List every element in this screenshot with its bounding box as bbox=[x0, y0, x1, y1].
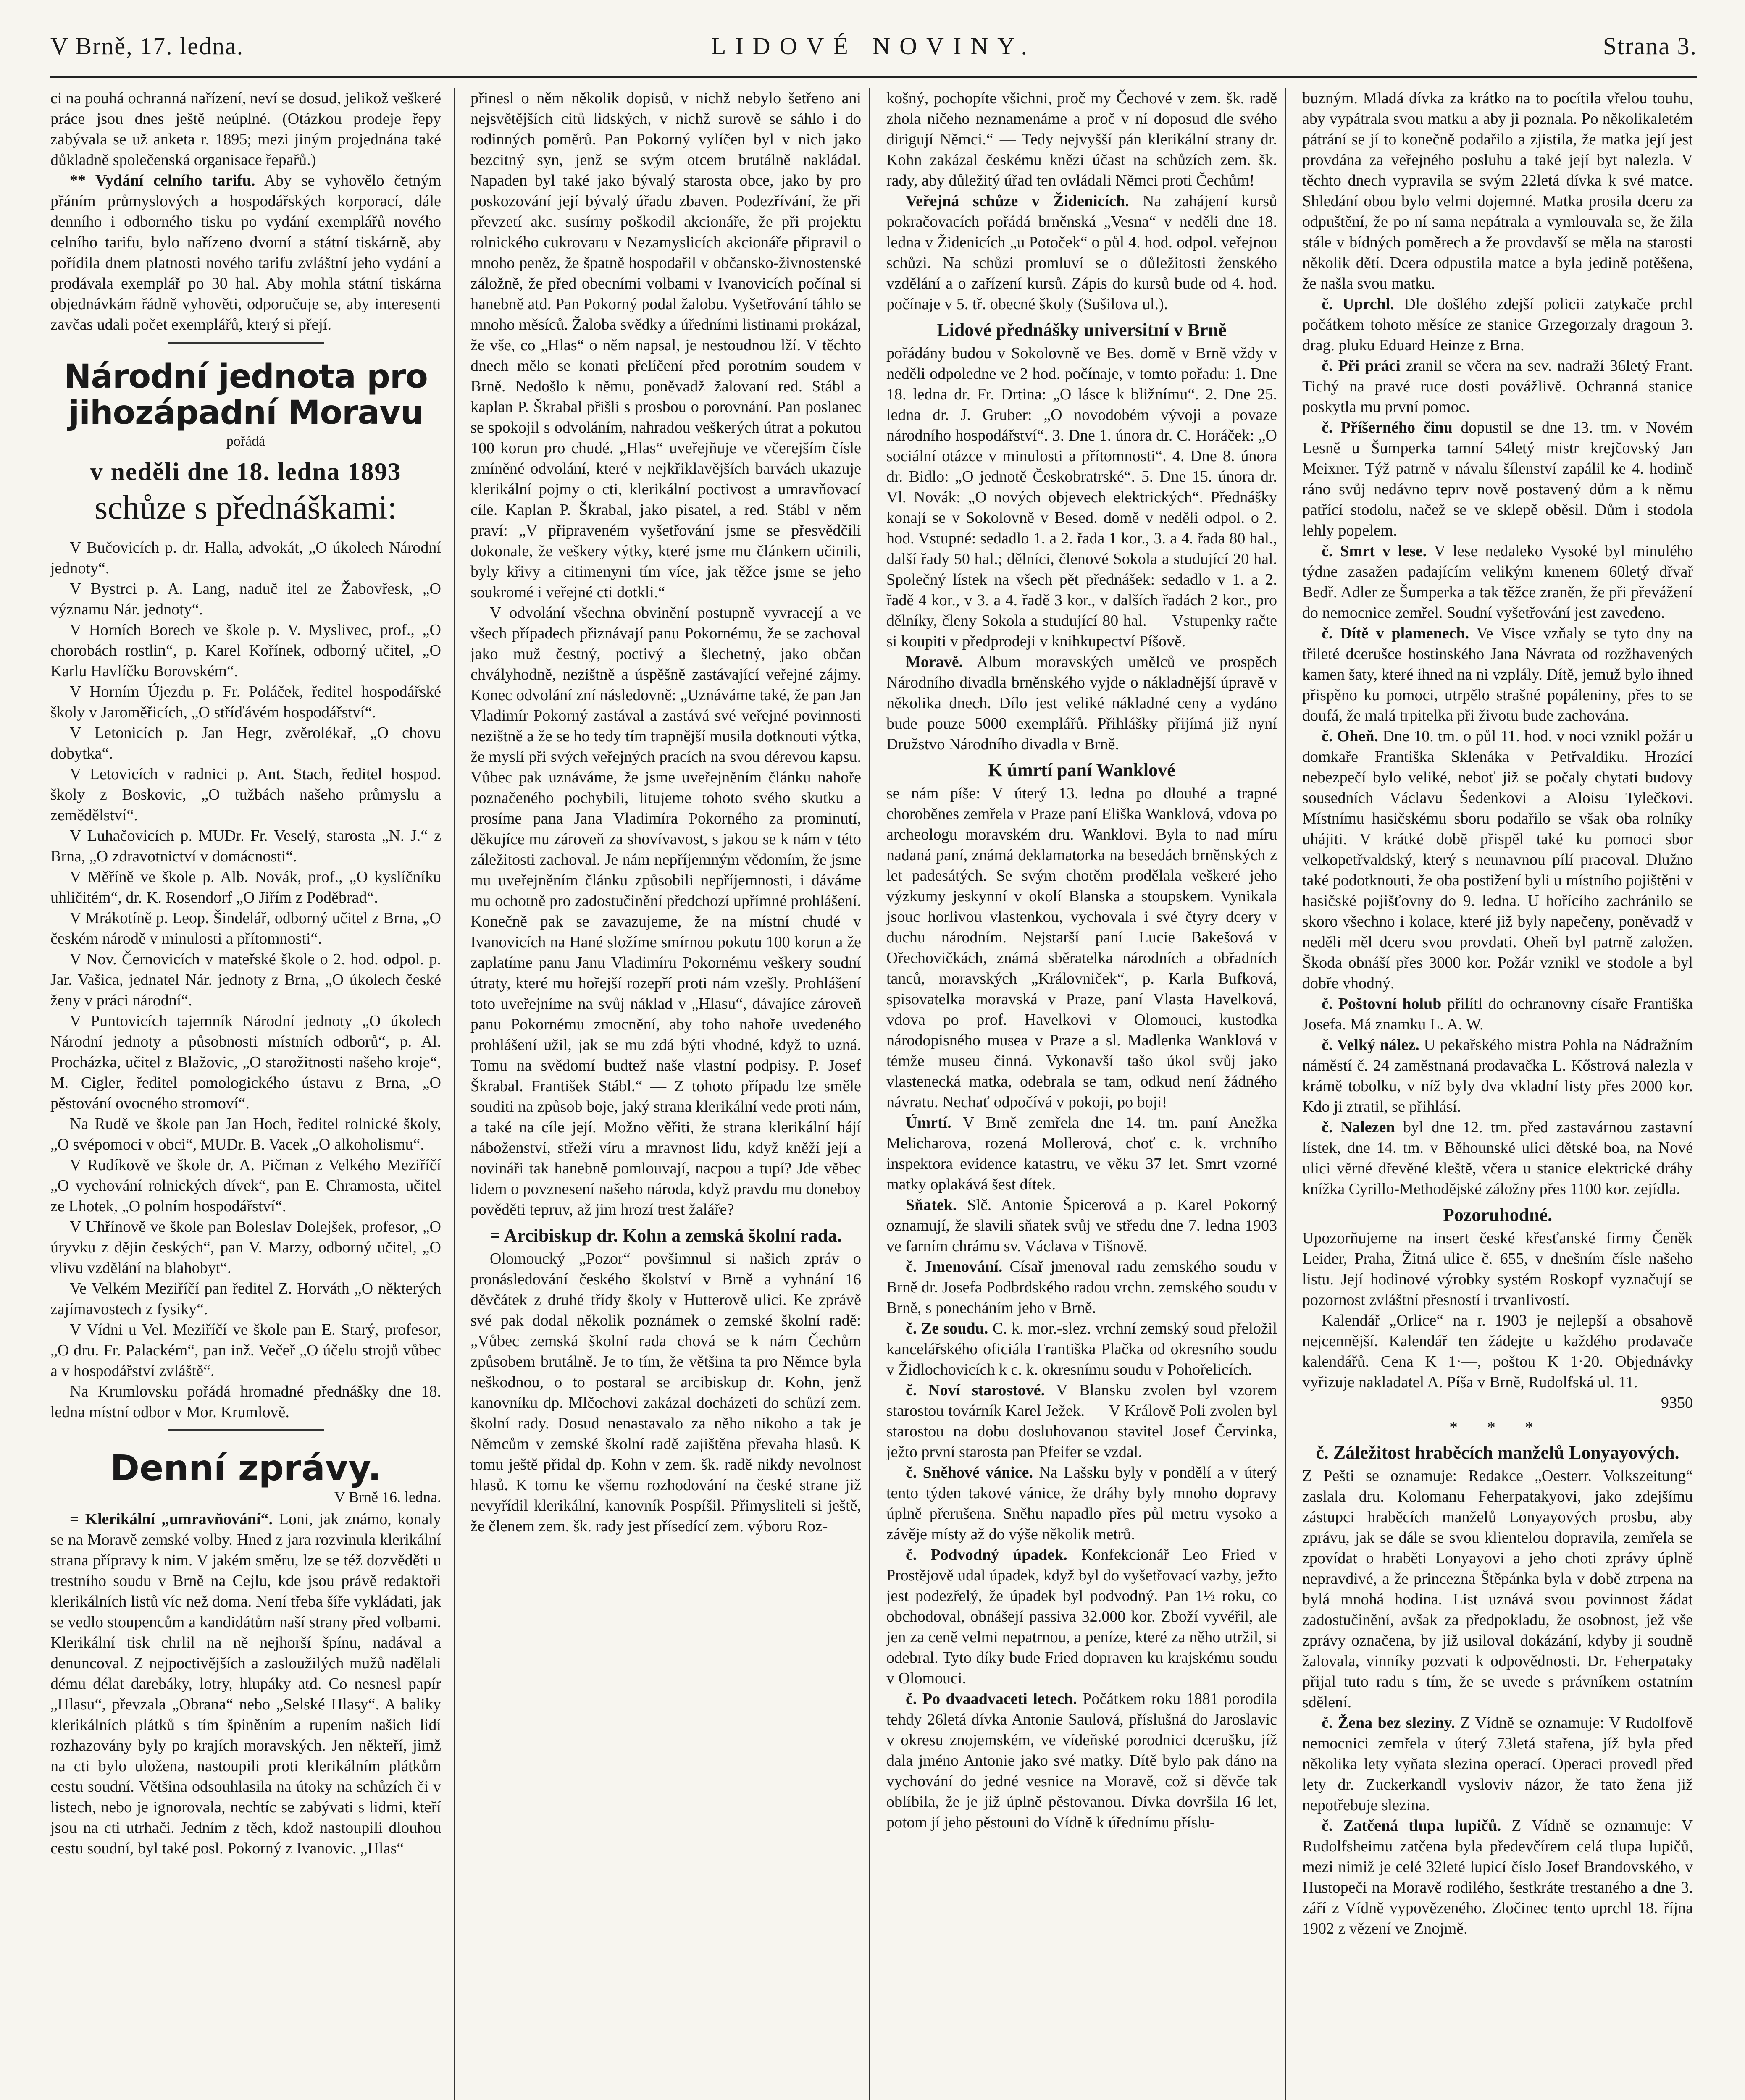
article-text: Slč. Antonie Špicerová a p. Karel Pokorný oznamují, že slavili sňatek svůj ve středu dne 7. ledna 1903 ve farním chrámu sv. Václava v Tišnově. bbox=[886, 1196, 1277, 1255]
article-heading: č. Smrt v lese. bbox=[1322, 542, 1427, 560]
article-heading: č. Velký nález. bbox=[1322, 1036, 1419, 1054]
article-text: pořádány budou v Sokolovně ve Bes. domě v Brně vždy v neděli odpoledne ve 2 hod. počínaje, v tomto pořadu: 1. Dne 18. ledna dr. Fr. Drtina: „O lásce k bližnímu“. 2. Dne 25. ledna dr. J. Gruber: „O novodobém vývoji a povaze národního hospodářství“. 3. Dne 1. února dr. C. Horáček: „O sociální otázce v minulosti a přítomnosti“. 4. Dne 8. února dr. Bidlo: „O jednotě Českobratrské“. 5. Dne 15. února dr. Vl. Novák: „O nových objevech elektrických“. Přednášky konají se v Sokolovně v Besed. domě v neděli odpol. o 2. hod. Vstupné: sedadlo 1. a 2. řada 1 kor., 3. a 4. řada 80 hal., další řady 50 hal.; dělníci, členové Sokola a studující 20 hal. Společný lístek na všech pět přednášek: sedadlo v 1. a 2. řadě 4 kor., v 3. a 4. řadě 3 kor., v dalších řadách 2 kor., pro dělníky, členy Sokola a studující 80 hal. — Vstupenky račte si koupiti v předprodeji v knihkupectví Píšově. bbox=[886, 344, 1277, 650]
article-text: Dle došlého zdejší policii zatykače prchl počátkem tohoto měsíce ze stanice Grzegorzaly dragoun 3. drag. pluku Eduard Heinze z Brna. bbox=[1302, 295, 1693, 354]
announcement-date: v neděli dne 18. ledna 1893 bbox=[90, 458, 402, 486]
article-text: Album moravských umělců ve prospěch Národního divadla brněnského vyjde o nákladnější úpravě v několika dnech. Dílo jest veliké nákladné ceny a vydáno bude pouze 5000 exemplářů. Přihlášky přijímá již nyní Družstvo Národního divadla v Brně. bbox=[886, 653, 1277, 753]
article-heading: Pozoruhodné. bbox=[1443, 1205, 1553, 1225]
lecture-item: V Horním Újezdu p. Fr. Poláček, ředitel hospodářské školy v Jaroměřicích, „O stříďávém hospodářství“. bbox=[50, 683, 441, 721]
column-3 bbox=[886, 88, 1277, 2100]
article-paragraph bbox=[1302, 541, 1693, 623]
column-2 bbox=[470, 88, 861, 2100]
article-paragraph bbox=[1302, 294, 1693, 356]
article-heading: č. Nalezen bbox=[1322, 1118, 1395, 1136]
divider bbox=[168, 342, 324, 344]
article-text: přinesl o něm několik dopisů, v nichž nebylo šetřeno ani nejsvětějších citů lidských, v nichž surově se sáhlo i do rodinných poměrů. Pan Pokorný vylíčen byl v nich jako bezcitný syn, jenž se svým otcem brutálně nakládal. Napaden byl také jako bývalý starosta obce, jako by pro poskozování její bývalý úřadu zbaven. Podezřívání, že při převzetí akc. susírny poškodil akcionáře, že při projektu rolnického cukrovaru v Nezamyslicích akcionáře připravil o mnoho peněz, že špatně hospodařil v občansko-živnostenské záložně, že před obecními volbami v Ivanovicích počínal si hanebně atd. Pan Pokorný podal žalobu. Vyšetřování táhlo se mnoho měsíců. Žaloba svědky a úředními listinami prokázal, že vše, co „Hlas“ o něm napsal, je nestoudnou lží. V těchto dnech mělo se konati přelíčení před porotním soudem v Brně. Nedošlo k němu, poněvadž žalovaní red. Stábl a kaplan P. Škrabal přišli s prosbou o porovnání. Pan poslanec se spokojil s odvoláním, nahradou veškerých útrat a pokutou 100 korun pro chudé. „Hlas“ uveřejňuje ve včerejším čísle zmíněné odvolání, které v nejkřiklavějších barvách ukazuje klerikální pojmy o cti, klerikální poctivost a umravňovací cíle. Kaplan P. Škrabal, jako pisatel, a red. Stábl v něm praví: „V připraveném vyšetřování jsme se přesvědčili dokonale, že veškery výtky, které jsme mu článkem učinili, byly křivy a citimenyni tím více, jak těžce jsme se jeho soukromé i veřejné cti dotkli.“ bbox=[470, 89, 861, 601]
article-paragraph bbox=[1302, 1117, 1693, 1200]
lecture-item: Ve Velkém Meziříčí pan ředitel Z. Horváth „O některých zajímavostech z fysiky“. bbox=[50, 1280, 441, 1318]
article-text: Dne 10. tm. o půl 11. hod. v noci vznikl požár u domkaře Františka Sklenáka v Petřvaldiku. Hrozící nebezpečí bylo veliké, neboť již se počaly chytati budovy sousedních Václavu Šedenkovi a Aloisu Tylečkovi. Místnímu hasičskému sboru podařilo se však oba rolníky uhájiti. V krátké době přispěl také ku pomoci sbor velkopetřvaldský, který s neunavnou pílí pracoval. Dlužno také podotknouti, že oba postižení byli u místního pojištěni v hasičské pojišťovny do 9. ledna. U hořícího zachránilo se skoro všechno i kolace, které již byly napečeny, poněvadž v neděli měl dceru svou provdati. Oheň byl patrně založen. Škoda obnáší přes 3000 kor. Požár vznikl ve stodole a byl dobře vhodný. bbox=[1302, 727, 1693, 992]
article-heading: č. Poštovní holub bbox=[1322, 995, 1442, 1013]
article-text: košný, pochopíte všichni, proč my Čechové v zem. šk. radě zhola ničeho neznamenáme a proč v ní doposud dle svého dirigují Němci.“ — Tedy nejvyšší pán klerikální strany dr. Kohn zakázal českému knězi účast na schůzích zem. šk. rady, aby důležitý úřad ten ovládali Němci proti Čechům! bbox=[886, 89, 1277, 189]
article-text: U pekařského mistra Pohla na Nádražním náměstí č. 24 zaměstnaná prodavačka L. Kőstrová nalezla v krámě tobolku, v níž byly dva vkladní listy přes 2000 kor. Kdo ji ztratil, se přihlásí. bbox=[1302, 1036, 1693, 1116]
article-text: Konfekcionář Leo Fried v Prostějově udal úpadek, když byl do vyšetřovací vazby, ježto jest podezřelý, že úpadek byl podvodný. Pan 1½ roku, co obchodoval, obnášejí passiva 32.000 kor. Zboží vyvéřil, ale jen za ceně velmi nepatrnou, a peníze, které za něho utržil, si odebral. Tyto díky bude Fried dopraven ku krajskému soudu v Olomouci. bbox=[886, 1546, 1277, 1687]
article-paragraph bbox=[1302, 994, 1693, 1035]
lecture-item: V Horních Borech ve škole p. V. Myslivec, prof., „O chorobách rostlin“, p. Karel Kořínek, odborný učitel, „O Karlu Havlíčku Borovském“. bbox=[50, 621, 441, 680]
article-heading: K úmrtí paní Wanklové bbox=[988, 760, 1175, 780]
article-heading: č. Dítě v plamenech. bbox=[1322, 625, 1469, 642]
article-paragraph bbox=[1302, 1035, 1693, 1117]
article-heading: Veřejná schůze v Židenicích. bbox=[906, 192, 1129, 210]
column-divider bbox=[454, 88, 455, 2100]
article-heading: č. Žena bez sleziny. bbox=[1322, 1714, 1455, 1732]
article-heading: Sňatek. bbox=[906, 1196, 957, 1214]
lecture-item: V Bystrci p. A. Lang, naduč itel ze Žabovřesk, „O významu Nár. jednoty“. bbox=[50, 580, 441, 618]
article-paragraph bbox=[1302, 623, 1693, 726]
lecture-item: V Puntovicích tajemník Národní jednoty „O úkolech Národní jednoty a působnosti místních odborů“, p. Al. Procházka, učitel z Blažovic, „O starožitnosti našeho kroje“, M. Cigler, ředitel pomologického ústavu z Brna, „O pěstování ovocného stromoví“. bbox=[50, 1012, 441, 1112]
article-heading: Úmrtí. bbox=[906, 1114, 951, 1131]
advert-text: Kalendář „Orlice“ na r. 1903 je nejlepší a obsahově nejcennější. Kalendář ten žádejte u každého prodavače kalendářů. Cena K 1·—, poštou K 1·20. Objednávky vyřizuje nakladatel A. Píša v Brně, Rudolfská ul. 11. bbox=[1302, 1312, 1693, 1391]
article-text: dopustil se dne 13. tm. v Novém Lesně u Šumperka tamní 54letý mistr krejčovský Jan Meixner. Týž patrně v návalu šílenství zapálil ke 4. hodině ráno svůj nedávno teprv nově postavený dům a k němu patřící stodolu, načež se ve sklepě oběsil. Dům i stodola lehly popelem. bbox=[1302, 419, 1693, 539]
article-heading: = Klerikální „umravňování“. bbox=[70, 1510, 273, 1528]
article-text: ci na pouhá ochranná nařízení, neví se dosud, jelikož veškeré práce jsou dnes ještě neúplné. (Otázkou prodeje řepy zabývala se už anketa r. 1895; mezi jiným projednána také důkladně společenská organisace řepařů.) bbox=[50, 89, 441, 169]
article-paragraph bbox=[1302, 726, 1693, 994]
lecture-item: V Bučovicích p. dr. Halla, advokát, „O úkolech Národní jednoty“. bbox=[50, 539, 441, 577]
article-paragraph bbox=[886, 1113, 1277, 1195]
article-paragraph bbox=[886, 1380, 1277, 1462]
article-text: Z Vídně se oznamuje: V Rudolfsheimu zatčena byla předevčírem celá tlupa lupičů, mezi nimiž je celé 32leté lupicí číslo Josef Brandovského, v Hustopeči na Moravě rodilého, šestkráte trestaného a dne 3. září z Vídně vypovězeného. Zločinec tento uprchl 18. října 1902 z vězení ve Znojmě. bbox=[1302, 1817, 1693, 1937]
article-heading: č. Příšerného činu bbox=[1322, 419, 1453, 436]
article-text: zranil se včera na sev. nadraží 36letý Frant. Tichý na pravé ruce dosti povážlivě. Ochranná stanice poskytla mu první pomoc. bbox=[1302, 357, 1693, 416]
lecture-item: V Letonicích p. Jan Hegr, zvěrolékař, „O chovu dobytka“. bbox=[50, 724, 441, 762]
lecture-item: V Uhřínově ve škole pan Boleslav Dolejšek, profesor, „O úryvku z dějin českých“, pan V. Marzy, odborný učitel, „O vlivu vzdělání na blahobyt“. bbox=[50, 1218, 441, 1277]
section-title: Denní zprávy. bbox=[110, 1447, 381, 1488]
article-text: Císař jmenoval radu zemského soudu v Brně dr. Josefa Podbrdského radou vrchn. zemského soudu v Brně, s ponecháním jeho v Brně. bbox=[886, 1258, 1277, 1317]
article-text: Olomoucký „Pozor“ povšimnul si našich zpráv o pronásledování českého školství v Brně a vyhnání 16 děvčátek z druhé třídy školy v Hutterově ulici. Ke zprávě své pak dodal několik poznámek o zemské školní radě: „Vůbec zemská školní rada chová se k nám Čechům způsobem brutálně. Je to tím, že většina ta pro Němce byla neškodnou, o to postaral se arcibiskup dr. Kohn, jenž kanovníku dp. Mlčochovi zakázal docházeti do schůzí zem. školní rady. Dosud nenastavalo za něho nikoho a tak je Němcům v zemské školní radě zajištěna převaha hlasů. K tomu ještě přidal dp. Kohn v zem. šk. radě nikdy nevolnost hlasů. K tomu ke všemu rozhodování na české strane již nevyřídil klerikální, kanovník Pospíšil. Přimysliteli si ještě, že členem zem. šk. rady jest přísedící zem. výboru Roz- bbox=[470, 1250, 861, 1535]
section-separator: * * * bbox=[1449, 1418, 1546, 1437]
lecture-item: V Luhačovicích p. MUDr. Fr. Veselý, starosta „N. J.“ z Brna, „O zdravotnictví v domácnosti“. bbox=[50, 827, 441, 865]
lecture-item: V Letovicích v radnici p. Ant. Stach, ředitel hospod. školy z Boskovic, „O tužbách našeho průmyslu a zemědělství“. bbox=[50, 765, 441, 824]
article-paragraph bbox=[886, 652, 1277, 755]
lecture-item: V Vídni u Vel. Meziříčí ve škole pan E. Starý, profesor, „O dru. Fr. Palackém“, pan inž. Večeř „O účelu strojů vůbec a v hospodářství zvláště“. bbox=[50, 1321, 441, 1380]
article-text: V odvolání všechna obvinění postupně vyvracejí a ve všech případech přiznávají panu Pokornému, že se zachoval jako muž čestný, poctivý a šlechetný, jako občan chvályhodně, nezištně a úspěšně zastávající veřejné zájmy. Konec odvolání zní následovně: „Uznáváme také, že pan Jan Vladimír Pokorný zastával a zastává své veřejné povinnosti nezištně a že se ho tedy tím trapnější musila dotknouti výtka, že myslí při svých veřejných pracích na svou dérevou kapsu. Vůbec pak uznáváme, že jsme uveřejněním článku nahoře poznačeného pochybili, litujeme tohoto svého skutku a prosíme pana Jana Vladimíra Pokorného za prominutí, děkujíce mu zároveň za shovívavost, s jakou se k nám v této záležitosti zachoval. Je nám nepříjemným vědomím, že jsme mu uveřejněním článku způsobili nepříjemnosti, i dáváme mu ochotně pro zadostučinění předchozí upřímné prohlášení. Konečně pak se zavazujeme, že na místní chudé v Ivanovicích na Hané složíme smírnou pokutu 100 korun a že zaplatíme panu Janu Vladimíru Pokornému veškery soudní útraty, které mu hořejší rozepří proti nám vzešly. Prohlášení toto uveřejníme na svůj náklad v „Hlasu“, dávajíce zároveň panu Pokornému zmocnění, aby toho nahoře uvedeného prohlášení užil, jak se mu zdá býti vhodné, když to uzná. Tomu na svědomí budtež naše vlastní podpisy. P. Josef Škrabal. František Stábl.“ — Z tohoto případu lze směle souditi na způsob boje, jaký strana klerikální vede proti nám, a také na cíle její. Možno věřiti, že strana klerikální hájí náboženství, střeží víru a mravnost lidu, když kněží její a novináři tak hanebně pomlouvají, nacpou a tupí? Jde věbec lidem o povznesení našeho národa, když pravdu mu doneboy pověděti tepruv, až jim hrozí trest žaláře? bbox=[470, 604, 861, 1218]
article-text: V Blansku zvolen byl vzorem starostou továrník Karel Ježek. — V Králově Poli zvolen byl starostou na dobu dosluhovanou stavitel Josef Červinka, ježto první starosta pan Pfeifer se vzdal. bbox=[886, 1381, 1277, 1461]
article-heading: č. Noví starostové. bbox=[906, 1381, 1045, 1399]
announcement-banner: Národní jednota pro jihozápadní Moravu bbox=[64, 358, 428, 432]
article-heading: = Arcibiskup dr. Kohn a zemská školní rada. bbox=[489, 1225, 842, 1246]
article-text: byl dne 12. tm. před zastavárnou zastavní lístek, dne 14. tm. v Běhounské ulici dětské boa, na Nové ulici věrné dřevěné kleště, včera u stanice elektrické dráhy knížka Cyrillo-Methodějské záložny přes 1100 kor. zejídla. bbox=[1302, 1118, 1693, 1198]
article-paragraph bbox=[886, 1195, 1277, 1257]
lecture-item: Na Krumlovsku pořádá hromadné přednášky dne 18. ledna místní odbor v Mor. Krumlově. bbox=[50, 1383, 441, 1421]
column-divider bbox=[1285, 88, 1286, 2100]
article-text: Loni, jak známo, konaly se na Moravě zemské volby. Hned z jara rozvinula klerikální strana přípravy k nim. V jakém směru, lze se též dozvěděti u trestního soudu v Brně na Cejlu, kde jsou právě redaktoři klerikálních listů víc než doma. Není třeba šíře vykládati, jak se vedlo stoupencům a kandidátům naší strany před volbami. Klerikální tisk chrlil na ně nejhorší špínu, nadával a denuncoval. Z nejpoctivějších a zasloužilých mužů nadělali dému délat darebáky, lotry, hlupáky atd. Co nesnesl papír „Hlasu“, převzala „Obrana“ nebo „Selské Hlasy“. A baliky klerikálních plátků s tím špiněním a rupením našich lidí rozhazovány byly po krajích moravských. Jen někteří, jimž na cti bylo uložena, nastoupili proti klerikálním plátkům cestu soudní. Většina odsouhlasila na útoky na schůzích či v listech, nebo je ignorovala, nechtíc se zabývati s lidmi, kteří jsou na cti utrhači. Jedním z těch, kdož nastoupili dlouhou cestu soudní, byl také posl. Pokorný z Ivanovic. „Hlas“ bbox=[50, 1510, 441, 1857]
article-heading: Moravě. bbox=[906, 653, 963, 671]
article-text: Z Pešti se oznamuje: Redakce „Oesterr. Volkszeitung“ zaslala dru. Kolomanu Feherpatakyovi, jako zdejšímu zástupci hraběcích manželů Lonyayových prosbu, aby zprávu, jak se dále se svou klientelou dopravila, zemřela se zpovídat o hraběti Lonyayovi a jeho choti zprávy úplně nepravdivé, a že princezna Štěpánka byla v době ztrpena na bylá mnohá hodina. List uznává svou povinnost žádat zadostučinění, avšak za předpokladu, že osobnost, jež vše zprávy označena, by již usiloval dokázání, kdyby ji soudně žalovala, vinníky pozvati k odpovědnosti. Dr. Feherpataky přijal tuto radu s tím, že se uvede s právníkem ostatním sdělení. bbox=[1302, 1467, 1693, 1711]
article-text: buzným. Mladá dívka za krátko na to pocítila vřelou touhu, aby vypátrala svou matku a aby ji poznala. Po několikaletém pátrání se jí to konečně podařilo a zjistila, že matka její jest provdána za veřejného posluhu a také její byt nalezla. V těchto dnech vypravila se svým 22letá dívka k své matce. Shledání obou bylo velmi dojemné. Matka prosila dceru za odpuštění, že po ní sama nepátrala a vymlouvala se, že žila stále v bídných poměrech a že provdavší se měla na starosti několik dětí. Dcera odpustila matce a byla jedině potěšena, že našla svou matku. bbox=[1302, 89, 1693, 292]
article-paragraph bbox=[1302, 1713, 1693, 1816]
article-text: C. k. mor.-slez. vrchní zemský soud přeložil kancelářského oficiála Františka Plačka od okresního soudu v Židlochovicích k c. k. okresnímu soudu v Pohořelicích. bbox=[886, 1320, 1277, 1378]
section-dateline: V Brně 16. ledna. bbox=[334, 1488, 441, 1505]
column-1 bbox=[50, 88, 441, 2100]
lecture-item: V Mrákotíně p. Leop. Šindelář, odborný učitel z Brna, „O českém národě v minulosti a přítomnosti“. bbox=[50, 909, 441, 948]
article-paragraph bbox=[50, 171, 441, 335]
article-heading: č. Jmenování. bbox=[906, 1258, 1003, 1276]
page-number: Strana 3. bbox=[1603, 32, 1697, 60]
page-header bbox=[50, 29, 1697, 78]
article-heading: č. Ze soudu. bbox=[906, 1320, 988, 1337]
article-paragraph bbox=[886, 1318, 1277, 1380]
article-text: Na Lašsku byly v pondělí a v úterý tento týden takové vánice, že dráhy byly mnoho dopravy úplně přerušena. Sněhu napadlo přes půl metru vysoko a závěje místy až do výše několik metrů. bbox=[886, 1464, 1277, 1543]
article-heading: Lidové přednášky universitní v Brně bbox=[937, 320, 1227, 340]
article-text: se nám píše: V úterý 13. ledna po dlouhé a trapné choroběnes zemřela v Praze paní Eliška Wanklová, vdova po archeologu moravském dru. Wanklovi. Byla to nad míru nadaná paní, známá deklamatorka na besedách brněnských z let padesátých. Se svým chotěm prodělala veškeré jeho výzkumy jeskynní v okolí Blanska a stoupskem. Vynikala jsouc horlivou vlastenkou, vychovala i své čtyry dcery v duchu národním. Nejstarší paní Lucie Bakešová v Ořechovičkách, známá sběratelka národních a obřadních tanců, moravských „Královniček“, p. Karla Bufková, spisovatelka moravská v Praze, paní Vlasta Havelková, vdova po prof. Havelkovi v Olomouci, kustodka národopisného musea v Praze a sl. Madlenka Wanklová v témže museu činná. Vykonavší tašo úkol svůj jako vlastenecká matka, odebrala se tam, odkud není žádného návratu. Nechať odpočívá v pokoji, po boji! bbox=[886, 785, 1277, 1111]
article-heading: č. Oheň. bbox=[1322, 727, 1379, 745]
article-heading: č. Záležitost hraběcích manželů Lonyayových. bbox=[1316, 1442, 1679, 1463]
lecture-item: V Měříně ve škole p. Alb. Novák, prof., „O kyslíčníku uhličitém“, dr. K. Rosendorf „O Jiřím z Poděbrad“. bbox=[50, 868, 441, 906]
article-heading: ** Vydání celního tarifu. bbox=[70, 172, 255, 189]
article-heading: č. Podvodný úpadek. bbox=[906, 1546, 1067, 1564]
article-heading: č. Po dvaadvaceti letech. bbox=[906, 1690, 1077, 1708]
article-paragraph bbox=[1302, 1816, 1693, 1939]
lecture-item: V Nov. Černovicích v mateřské škole o 2. hod. odpol. p. Jar. Vašica, jednatel Nár. jednoty z Brna, „O úkolech české ženy v práci národní“. bbox=[50, 950, 441, 1009]
column-divider bbox=[869, 88, 870, 2100]
divider bbox=[168, 1429, 324, 1431]
announcement-subline: pořádá bbox=[226, 433, 265, 449]
article-heading: č. Sněhové vánice. bbox=[906, 1464, 1033, 1481]
article-text: Ve Visce vzňaly se tyto dny na třileté dcerušce hostinského Jana Návrata od rozžhavených kamen šaty, které ihned na ni vzplály. Dítě, jemuž bylo ihned přispěno ku pomoci, utrpělo strašné popáleniny, přes to se doufá, že malá trpitelka při životu bude zachována. bbox=[1302, 625, 1693, 724]
article-paragraph bbox=[1302, 356, 1693, 417]
article-paragraph bbox=[886, 191, 1277, 315]
article-paragraph bbox=[886, 1462, 1277, 1545]
article-paragraph bbox=[50, 1509, 441, 1859]
article-text: V Brně zemřela dne 14. tm. paní Anežka Melicharova, rozená Mollerová, choť c. k. vrchního inspektora evidence katastru, ve věku 37 let. Smrt vzorné matky oplakává šest dítek. bbox=[886, 1114, 1277, 1193]
masthead-title: LIDOVÉ NOVINY. bbox=[711, 32, 1037, 60]
article-text: Upozorňujeme na insert české křesťanské firmy Čeněk Leider, Praha, Žitná ulice č. 655, v dnešním čísle našeho listu. Její hodinové výrobky systém Roskopf vyznačují se pozornost zvláštní přesností i trvanlivostí. bbox=[1302, 1229, 1693, 1309]
article-heading: č. Uprchl. bbox=[1322, 295, 1394, 313]
article-text: V lese nedaleko Vysoké byl minulého týdne zasažen padajícím velikým kmenem 60letý dřvař Bedř. Adler ze Šumperka a tak těžce zraněn, že při převážení do nemocnice zemřel. Soudní vyšetřování jest zavedeno. bbox=[1302, 542, 1693, 622]
article-text: Z Vídně se oznamuje: V Rudolfově nemocnici zemřela v úterý 73letá stařena, jíž byla před několika lety vyňata slezina operací. Operaci provedl před lety dr. Zuckerkandl vysloviv názor, že tato žena již nepotřebuje slezina. bbox=[1302, 1714, 1693, 1814]
header-date: V Brně, 17. ledna. bbox=[50, 32, 244, 60]
article-heading: č. Při práci bbox=[1322, 357, 1401, 375]
article-paragraph bbox=[886, 1545, 1277, 1689]
column-4 bbox=[1302, 88, 1693, 2100]
article-text: Na zahájení kursů pokračovacích pořádá brněnská „Vesna“ v neděli dne 18. ledna v Židenicích „u Potoček“ o půl 4. hod. odpol. veřejnou schůzi. Na schůzi promluví se o důležitosti ženského vzdělání a o zařízení kursů. Zápis do kursů bude od 4. hod. počínaje v 5. tř. obecné školy (Sušilova ul.). bbox=[886, 192, 1277, 313]
advert-number: 9350 bbox=[1661, 1394, 1693, 1412]
announcement-subtitle: schůze s přednáškami: bbox=[95, 489, 397, 526]
lecture-item: V Rudíkově ve škole dr. A. Pičman z Velkého Meziříčí „O vychování rolnických dívek“, pan E. Chramosta, učitel ze Lhotek, „O polním hospodářství“. bbox=[50, 1156, 441, 1215]
article-paragraph bbox=[886, 1257, 1277, 1318]
article-text: Aby se vyhovělo četným přáním průmyslových a hospodářských korporací, dále denního i odborného tisku po vydání exemplářů nového celního tarifu, bylo nařízeno dvorní a státní tiskárně, aby pořídila dnem platnosti nového tarifu zvláštní jeho vydání a prodávala exemplář po 30 hal. Aby mohla státní tiskárna objednávkám řádně vyhověti, odporučuje se, aby interesenti zavčas udali počet exemplářů, který si přejí. bbox=[50, 172, 441, 333]
article-paragraph bbox=[1302, 417, 1693, 541]
article-text: přilítl do ochranovny císaře Františka Josefa. Má znamku L. A. W. bbox=[1302, 995, 1693, 1033]
lecture-item: Na Rudě ve škole pan Jan Hoch, ředitel rolnické školy, „O svépomoci v obci“, MUDr. B. Vacek „O alkoholismu“. bbox=[50, 1115, 441, 1153]
article-heading: č. Zatčená tlupa lupičů. bbox=[1322, 1817, 1501, 1835]
article-paragraph bbox=[886, 1689, 1277, 1833]
article-text: Počátkem roku 1881 porodila tehdy 26letá dívka Antonie Saulová, příslušná do Jaroslavic v okresu znojemském, ve vídeňské porodnici dcerušku, jíž dala jméno Antonie jako své matky. Dítě bylo pak dáno na vychování do jedné vesnice na Moravě, což si děvče tak oblíbila, že je již úplně pěstovanou. Dívka dovršila 16 let, potom jí jeho pěstouni do Vídně k úřednímu příslu- bbox=[886, 1690, 1277, 1831]
